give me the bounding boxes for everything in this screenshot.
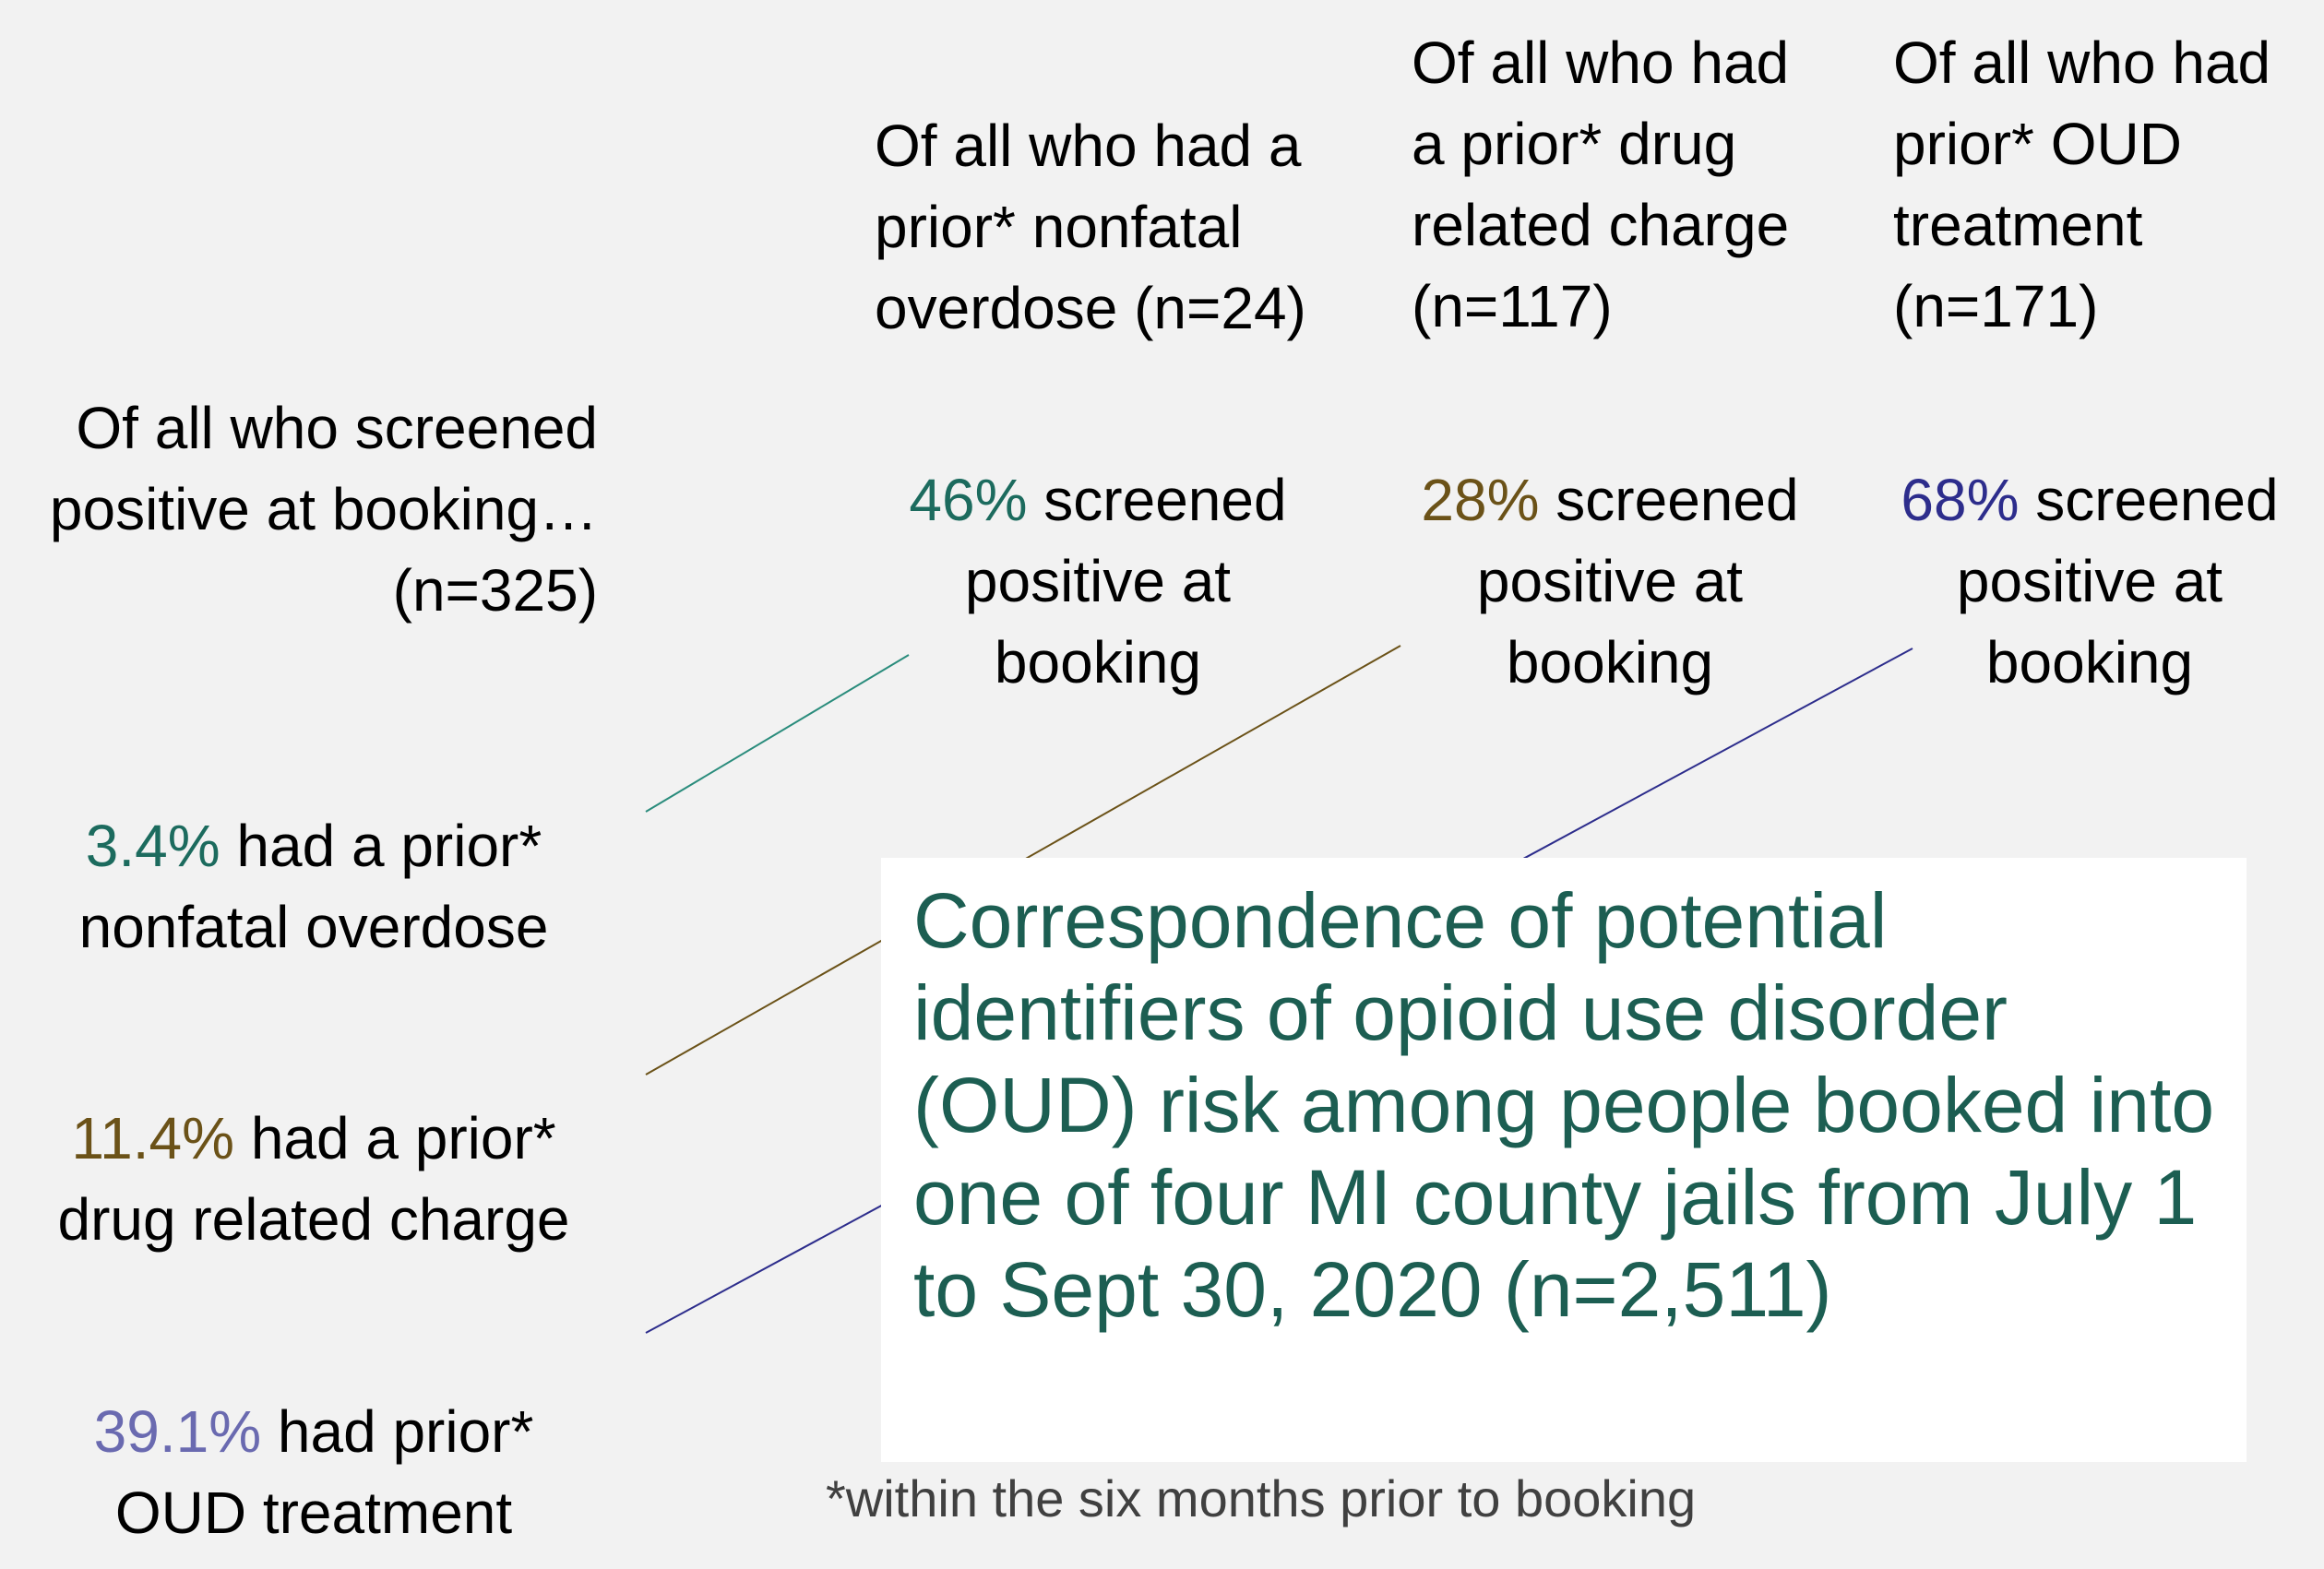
- stat-overdose-screened: [867, 378, 1329, 703]
- stat-prior-overdose-pct: 3.4%: [85, 813, 220, 879]
- stat-prior-drug-charge-pct: 11.4%: [71, 1105, 235, 1171]
- stat-oud-screened: [1859, 378, 2320, 703]
- header-prior-overdose: Of all who had a prior* nonfatal overdose (n=24): [875, 113, 1306, 341]
- footnote: *within the six months prior to booking: [826, 1469, 1697, 1527]
- header-screened-positive: Of all who screened positive at booking… (n=325): [49, 395, 598, 624]
- header-prior-oud-treatment: Of all who had prior* OUD treatment (n=171): [1893, 30, 2271, 339]
- stat-overdose-screened-text: screened positive at booking: [964, 467, 1287, 695]
- stat-prior-drug-charge-text: had a prior* drug related charge: [57, 1105, 570, 1253]
- stat-overdose-screened-pct: 46%: [909, 467, 1028, 533]
- title-box: [881, 858, 2247, 1462]
- stat-prior-overdose-text: had a prior* nonfatal overdose: [78, 813, 549, 960]
- diagram-title: Correspondence of potential identifiers of opioid use disorder (OUD) risk among people booked into one of four MI county jails from July 1 to Sept 30, 2020 (n=2,511): [913, 877, 2215, 1333]
- stat-prior-oud-treatment-text: had prior* OUD treatment: [114, 1398, 534, 1546]
- stat-drug-screened-text: screened positive at booking: [1476, 467, 1799, 695]
- stat-oud-screened-pct: 68%: [1901, 467, 2020, 533]
- stat-prior-oud-treatment-pct: 39.1%: [93, 1398, 262, 1465]
- stat-prior-drug-charge: [18, 1016, 609, 1260]
- stat-prior-overdose: [18, 724, 609, 968]
- header-prior-drug-charge: Of all who had a prior* drug related charge (n=117): [1412, 30, 1790, 339]
- stat-drug-screened-pct: 28%: [1421, 467, 1540, 533]
- stat-oud-screened-text: screened positive at booking: [1956, 467, 2279, 695]
- stat-drug-screened: [1379, 378, 1841, 703]
- stat-prior-oud-treatment: [18, 1310, 609, 1553]
